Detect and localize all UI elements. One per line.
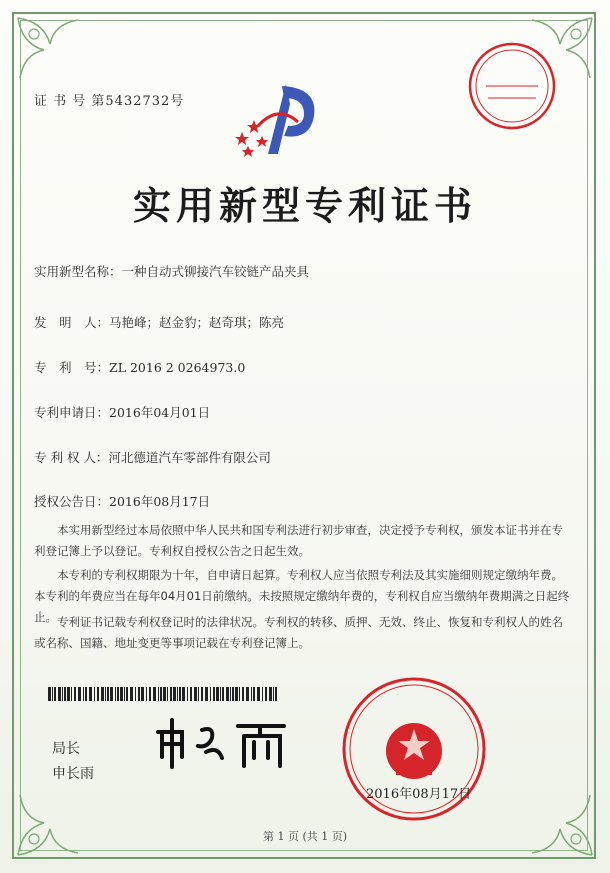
field-label: 专利申请日： — [34, 405, 110, 420]
body-paragraph-3: 专利证书记载专利权登记时的法律状况。专利权的转移、质押、无效、终止、恢复和专利权人的姓名或名称、国籍、地址变更等事项记载在专利登记簿上。 — [34, 615, 563, 650]
seal-date: 2016年08月17日 — [366, 787, 472, 802]
field-utility-model-name — [34, 262, 309, 280]
corner-ornament-bottom-left — [14, 789, 84, 859]
patent-office-logo-icon — [228, 74, 338, 164]
field-value: 2016年08月17日 — [109, 494, 211, 509]
body-paragraph-2: 本专利的专利权期限为十年，自申请日起算。专利权人应当依照专利法及其实施细则规定缴纳年费。本专利的年费应当在每年04月01日前缴纳。未按照规定缴纳年费的，专利权自应当缴纳年费期满之日起终止。 — [34, 568, 570, 624]
field-label: 实用新型名称： — [34, 264, 122, 279]
field-patent-number — [34, 358, 245, 376]
tax-stamp-seal-icon — [466, 40, 558, 132]
field-label: 授权公告日： — [34, 494, 110, 509]
director-name: 申长雨 — [52, 766, 94, 782]
director-title: 局长 — [52, 741, 80, 757]
field-label: 专 利 号： — [34, 360, 110, 375]
barcode-icon — [48, 687, 280, 701]
field-value: 一种自动式铆接汽车铰链产品夹具 — [121, 264, 310, 279]
field-inventors — [34, 313, 284, 331]
field-value: 2016年04月01日 — [109, 405, 211, 420]
body-paragraph-1: 本实用新型经过本局依照中华人民共和国专利法进行初步审查，决定授予专利权，颁发本证书并在专利登记簿上予以登记。专利权自授权公告之日起生效。 — [34, 523, 563, 558]
field-label: 专 利 权 人： — [34, 450, 109, 465]
field-value: 马艳峰；赵金豹；赵奇琪；陈亮 — [109, 315, 285, 330]
field-patentee — [34, 448, 271, 466]
field-value: ZL 2016 2 0264973.0 — [109, 360, 246, 375]
field-value: 河北德道汽车零部件有限公司 — [108, 450, 271, 465]
field-label: 发 明 人： — [34, 315, 110, 330]
certificate-title: 实用新型专利证书 — [132, 183, 477, 228]
field-filing-date — [34, 403, 210, 421]
field-grant-date — [34, 492, 210, 510]
page-number: 第 1 页 (共 1 页) — [262, 830, 348, 843]
corner-ornament-bottom-right — [526, 789, 596, 859]
certificate-number: 证 书 号 第5432732号 — [34, 94, 185, 109]
director-signature-icon — [152, 712, 302, 772]
corner-ornament-top-left — [14, 14, 84, 84]
